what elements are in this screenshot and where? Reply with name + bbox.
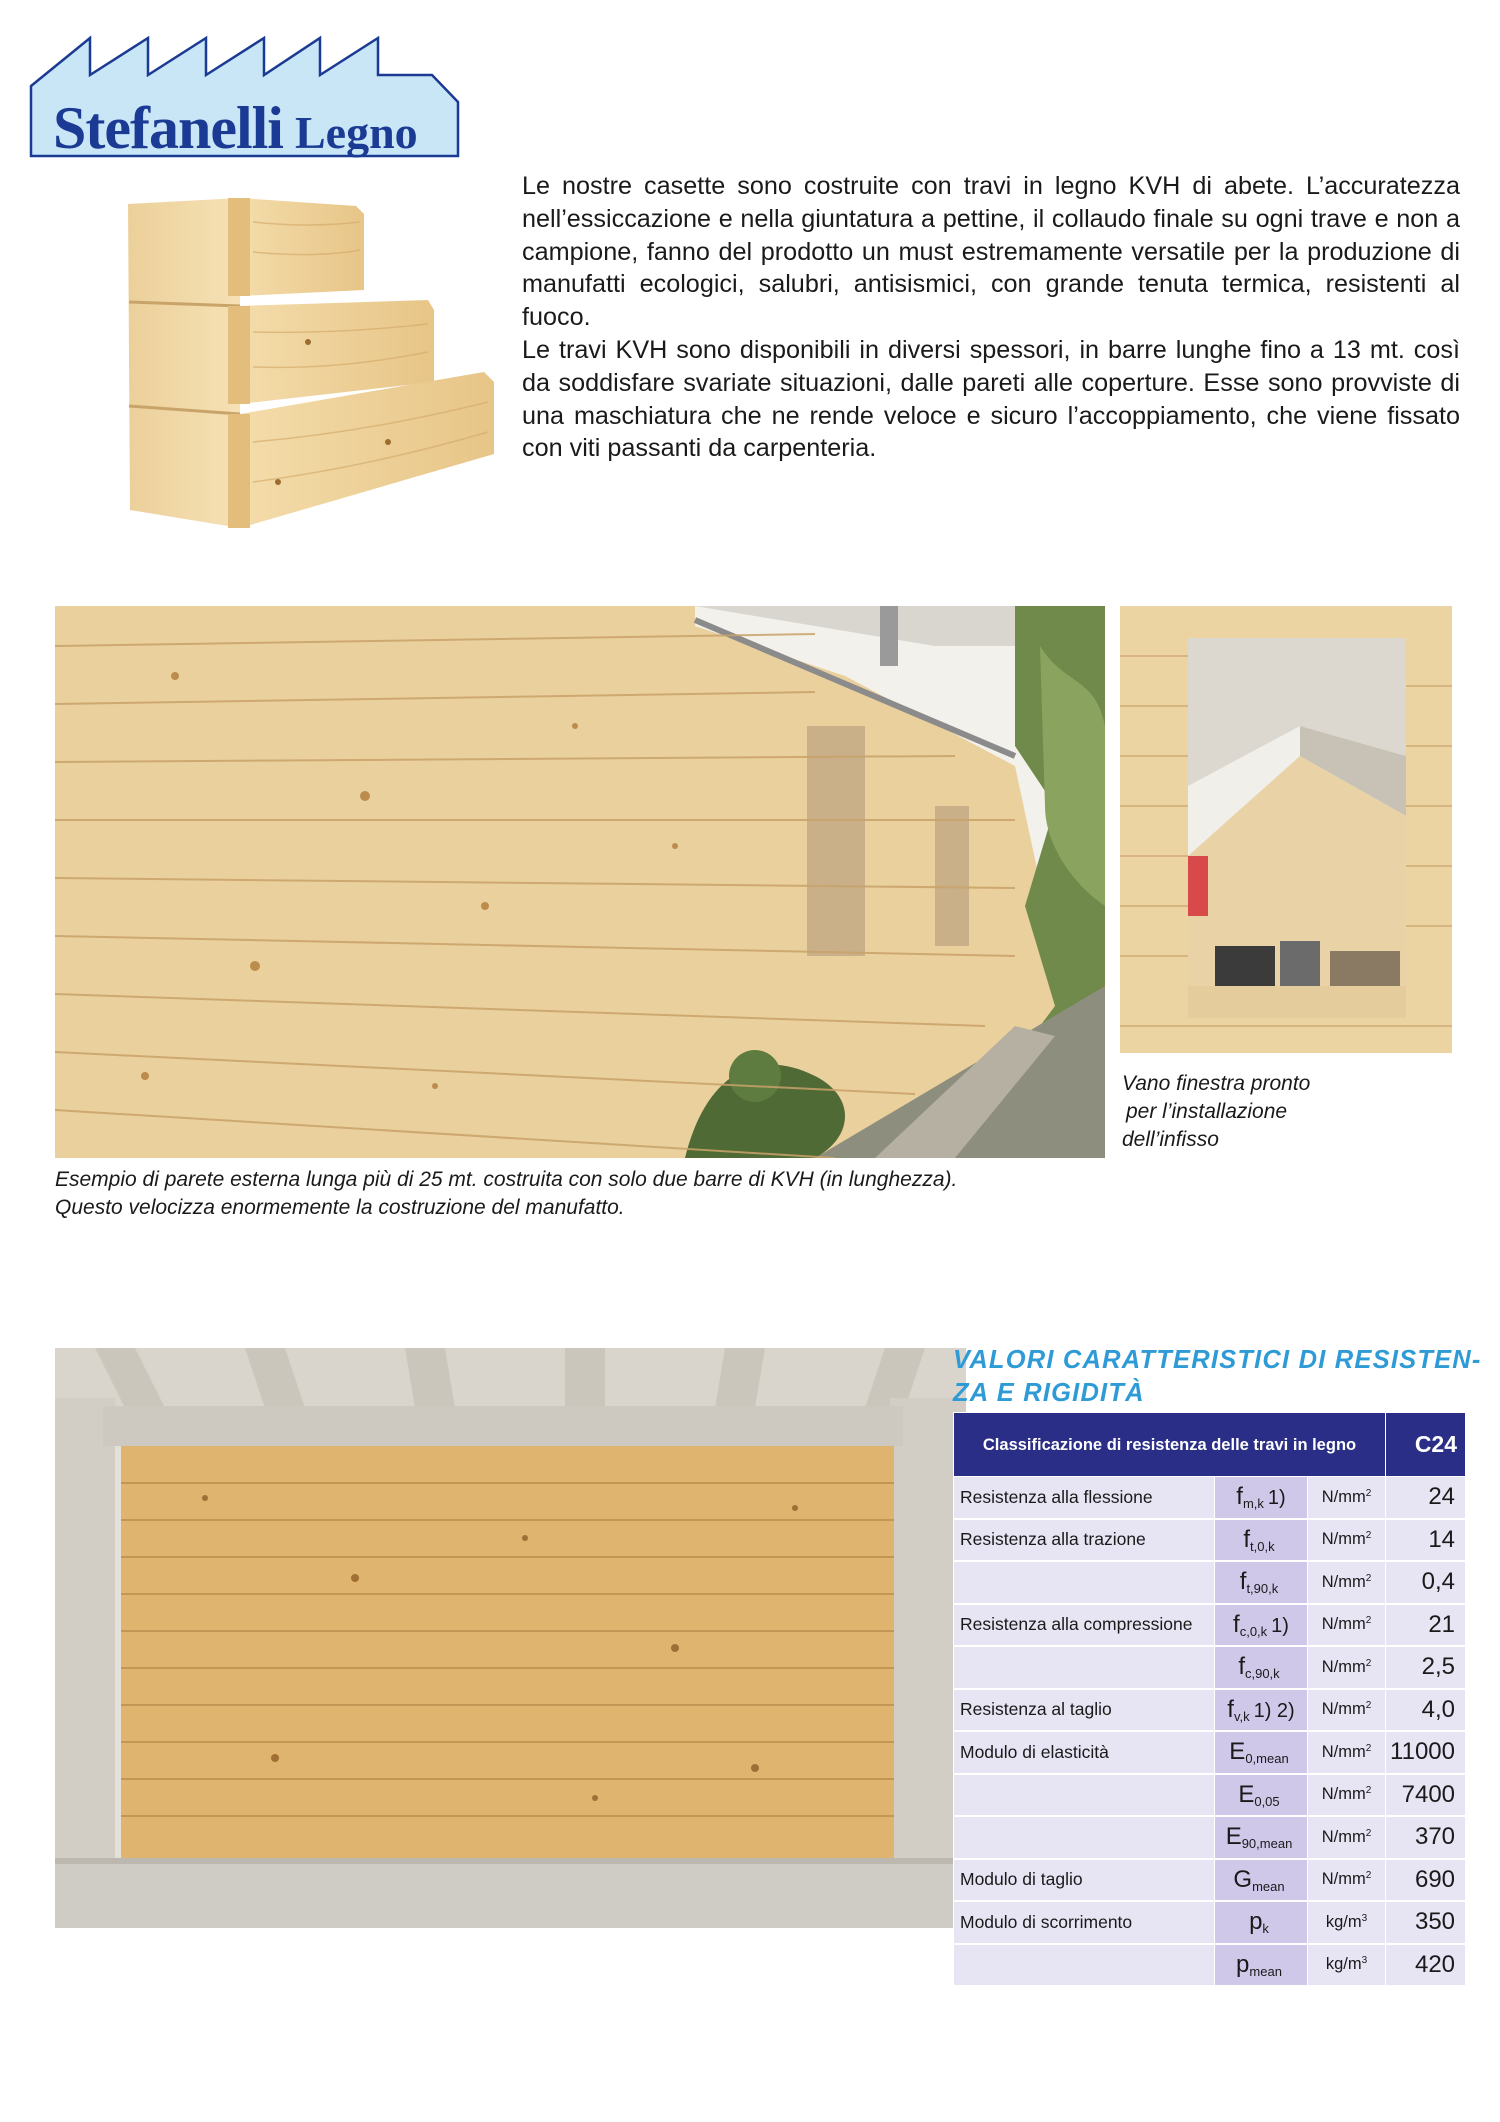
window-opening-photo <box>1120 606 1452 1053</box>
property-value: 4,0 <box>1386 1689 1466 1732</box>
property-value: 420 <box>1386 1944 1466 1987</box>
unit-text: kg/m <box>1325 1955 1362 1974</box>
unit-text: N/mm <box>1321 1530 1366 1549</box>
table-row <box>954 1561 1466 1604</box>
property-label: Modulo di scorrimento <box>954 1901 1215 1944</box>
table-body <box>954 1477 1466 1987</box>
property-symbol <box>1215 1944 1308 1987</box>
unit-text: N/mm <box>1321 1742 1366 1761</box>
unit-text: N/mm <box>1321 1657 1366 1676</box>
unit-text: N/mm <box>1321 1785 1366 1804</box>
property-value: 2,5 <box>1386 1646 1466 1689</box>
garage-wall-photo <box>55 1348 966 1928</box>
property-unit <box>1308 1604 1386 1647</box>
symbol-letter: f <box>1243 1525 1251 1553</box>
table-row <box>954 1477 1466 1519</box>
symbol-letter: G <box>1233 1865 1253 1893</box>
property-symbol <box>1215 1689 1308 1732</box>
window-caption-line-1: Vano finestra pronto <box>1122 1072 1311 1095</box>
unit-exponent: 2 <box>1365 1615 1372 1627</box>
symbol-footnote: 1) <box>1271 1614 1289 1637</box>
unit-exponent: 2 <box>1365 1572 1372 1584</box>
unit-exponent: 2 <box>1365 1487 1372 1499</box>
property-symbol <box>1215 1901 1308 1944</box>
table-row <box>954 1689 1466 1732</box>
intro-text <box>522 170 1460 465</box>
table-row <box>954 1519 1466 1562</box>
property-symbol <box>1215 1519 1308 1562</box>
property-label <box>954 1774 1215 1817</box>
symbol-letter: E <box>1238 1780 1255 1808</box>
symbol-subscript: mean <box>1249 1963 1282 1979</box>
window-caption-line-3: dell’infisso <box>1122 1128 1219 1151</box>
symbol-footnote: 1) <box>1267 1487 1286 1510</box>
long-wall-caption <box>55 1166 1115 1222</box>
unit-text: N/mm <box>1321 1827 1366 1846</box>
symbol-subscript: mean <box>1252 1878 1285 1894</box>
table-row <box>954 1774 1466 1817</box>
logo-wordmark <box>53 94 418 163</box>
unit-text: N/mm <box>1321 1700 1366 1719</box>
unit-exponent: 2 <box>1365 1530 1372 1542</box>
property-unit <box>1308 1689 1386 1732</box>
unit-text: kg/m <box>1325 1912 1362 1931</box>
property-symbol <box>1215 1816 1308 1859</box>
symbol-subscript: 90,mean <box>1241 1836 1293 1852</box>
property-unit <box>1308 1774 1386 1817</box>
property-value: 350 <box>1386 1901 1466 1944</box>
symbol-letter: f <box>1233 1610 1240 1638</box>
symbol-footnote: 1) 2) <box>1253 1699 1295 1722</box>
property-label <box>954 1561 1215 1604</box>
logo-word-stefanelli: Stefanelli <box>53 95 283 161</box>
unit-exponent: 2 <box>1365 1742 1372 1754</box>
symbol-subscript: m,k <box>1242 1496 1264 1512</box>
property-unit <box>1308 1646 1386 1689</box>
symbol-letter: E <box>1225 1823 1242 1851</box>
logo-word-legno: Legno <box>294 107 418 158</box>
symbol-letter: E <box>1229 1738 1246 1766</box>
property-unit <box>1308 1561 1386 1604</box>
property-label: Resistenza alla trazione <box>954 1519 1215 1562</box>
window-opening-caption <box>1122 1070 1452 1154</box>
table-row <box>954 1604 1466 1647</box>
kvh-beam-corner-illustration <box>128 192 498 536</box>
symbol-subscript: t,0,k <box>1250 1538 1275 1554</box>
unit-exponent: 2 <box>1365 1657 1372 1669</box>
property-symbol <box>1215 1859 1308 1902</box>
symbol-letter: p <box>1249 1908 1263 1936</box>
unit-exponent: 2 <box>1365 1827 1372 1839</box>
symbol-subscript: c,90,k <box>1244 1666 1280 1682</box>
property-symbol <box>1215 1774 1308 1817</box>
unit-exponent: 3 <box>1361 1912 1368 1924</box>
window-caption-line-2: per l’installazione <box>1126 1100 1288 1123</box>
property-label <box>954 1646 1215 1689</box>
property-unit <box>1308 1901 1386 1944</box>
property-value: 11000 <box>1386 1731 1466 1774</box>
table-title-line-2: ZA E RIGIDITÀ <box>953 1379 1145 1407</box>
symbol-letter: p <box>1236 1950 1250 1978</box>
symbol-letter: f <box>1239 1568 1247 1596</box>
property-value: 690 <box>1386 1859 1466 1902</box>
property-label: Resistenza alla compressione <box>954 1604 1215 1647</box>
property-value: 24 <box>1386 1477 1466 1519</box>
unit-exponent: 3 <box>1361 1955 1368 1967</box>
property-unit <box>1308 1477 1386 1519</box>
property-label <box>954 1816 1215 1859</box>
table-header-class: C24 <box>1386 1413 1466 1477</box>
property-value: 21 <box>1386 1604 1466 1647</box>
property-unit <box>1308 1944 1386 1987</box>
property-unit <box>1308 1859 1386 1902</box>
symbol-subscript: v,k <box>1233 1708 1250 1724</box>
property-value: 0,4 <box>1386 1561 1466 1604</box>
property-symbol <box>1215 1731 1308 1774</box>
table-title <box>953 1344 1482 1410</box>
symbol-subscript: 0,05 <box>1254 1793 1280 1809</box>
unit-text: N/mm <box>1321 1870 1366 1889</box>
unit-text: N/mm <box>1321 1615 1366 1634</box>
property-value: 7400 <box>1386 1774 1466 1817</box>
long-wall-caption-line-1: Esempio di parete esterna lunga più di 25 mt. costruita con solo due barre di KVH (in lunghezza). <box>55 1168 958 1191</box>
property-value: 14 <box>1386 1519 1466 1562</box>
property-symbol <box>1215 1646 1308 1689</box>
table-row <box>954 1944 1466 1987</box>
unit-exponent: 2 <box>1365 1785 1372 1797</box>
property-label: Modulo di elasticità <box>954 1731 1215 1774</box>
symbol-letter: f <box>1238 1653 1245 1681</box>
table-title-line-1: VALORI CARATTERISTICI DI RESISTEN- <box>953 1346 1482 1374</box>
table-row <box>954 1901 1466 1944</box>
long-wall-photo <box>55 606 1105 1158</box>
unit-exponent: 2 <box>1365 1700 1372 1712</box>
intro-paragraph-1: Le nostre casette sono costruite con travi in legno KVH di abete. L’accuratezza nell’essiccazione e nella giuntatura a pettine, il collaudo finale su ogni trave e non a campione, fanno del prodotto un must estremamente versatile per la produzione di manufatti ecologici, salubri, antisismici, con grande tenuta termica, resistenti al fuoco. <box>522 172 1460 332</box>
table-row <box>954 1859 1466 1902</box>
unit-exponent: 2 <box>1365 1870 1372 1882</box>
symbol-subscript: 0,mean <box>1245 1751 1289 1767</box>
property-symbol <box>1215 1604 1308 1647</box>
long-wall-caption-line-2: Questo velocizza enormemente la costruzione del manufatto. <box>55 1196 625 1219</box>
property-unit <box>1308 1519 1386 1562</box>
table-row <box>954 1646 1466 1689</box>
symbol-subscript: c,0,k <box>1239 1623 1268 1639</box>
symbol-letter: f <box>1236 1483 1243 1511</box>
property-label: Resistenza al taglio <box>954 1689 1215 1732</box>
property-symbol <box>1215 1561 1308 1604</box>
property-label: Resistenza alla flessione <box>954 1477 1215 1519</box>
company-logo <box>28 30 460 160</box>
table-row <box>954 1816 1466 1859</box>
resistance-values-table <box>953 1412 1466 1987</box>
symbol-letter: f <box>1227 1695 1234 1723</box>
property-unit <box>1308 1731 1386 1774</box>
symbol-subscript: k <box>1262 1921 1269 1937</box>
property-value: 370 <box>1386 1816 1466 1859</box>
property-label: Modulo di taglio <box>954 1859 1215 1902</box>
property-unit <box>1308 1816 1386 1859</box>
unit-text: N/mm <box>1321 1487 1366 1506</box>
unit-text: N/mm <box>1321 1572 1366 1591</box>
property-symbol <box>1215 1477 1308 1519</box>
table-header-row <box>954 1413 1466 1477</box>
table-header-label: Classificazione di resistenza delle travi in legno <box>954 1413 1386 1477</box>
symbol-subscript: t,90,k <box>1246 1581 1279 1597</box>
intro-paragraph-2: Le travi KVH sono disponibili in diversi spessori, in barre lunghe fino a 13 mt. così da soddisfare svariate situazioni, dalle pareti alle coperture. Esse sono provviste di una maschiatura che ne rende veloce e sicuro l’accoppiamento, che viene fissato con viti passanti da carpenteria. <box>522 335 1460 463</box>
table-row <box>954 1731 1466 1774</box>
property-label <box>954 1944 1215 1987</box>
